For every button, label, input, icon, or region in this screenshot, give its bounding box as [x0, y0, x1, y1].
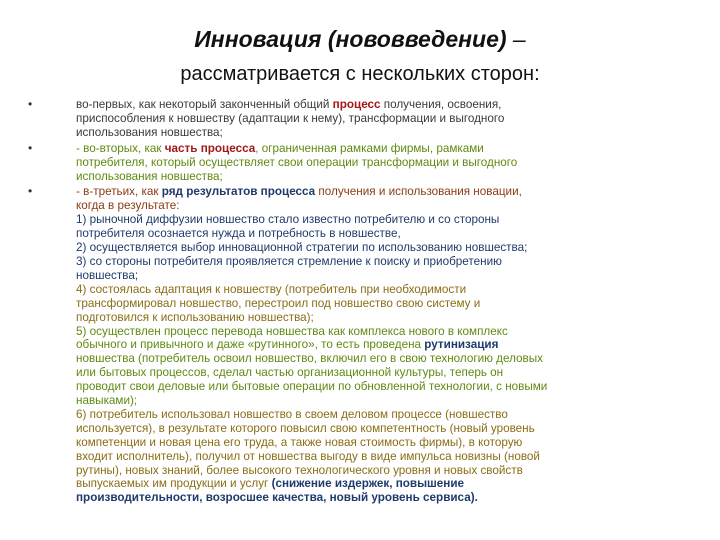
text-run: обычного и привычного и даже «рутинного», то есть проведена [76, 338, 425, 352]
bullet-marker: • [28, 184, 33, 199]
text-line [76, 185, 696, 199]
bullet-list [28, 98, 696, 507]
text-run: - во-вторых, как [76, 141, 165, 155]
bullet-item-1 [28, 98, 696, 140]
slide-subtitle: рассматривается с нескольких сторон: [180, 63, 540, 85]
title-main: Инновация (нововведение) [194, 26, 507, 52]
text-line [76, 142, 696, 156]
highlight-term: ряд результатов процесса [161, 185, 316, 199]
bullet-item-3 [28, 185, 696, 505]
text-line: входит исполнитель), получил от новшества выгоду в виде импульса новизны (новой [76, 449, 540, 463]
slide-title [0, 26, 720, 53]
highlight-term: процесс [332, 98, 381, 111]
text-line: используется), в результате которого повысил свою компетентность (новый уровень [76, 421, 535, 435]
text-line: производительности, возросшее качества, новый уровень сервиса). [76, 491, 478, 505]
text-run: - в-третьих, как [76, 185, 162, 199]
text-run: выпускаемых им продукции и услуг [76, 477, 272, 491]
text-line: использования новшества; [76, 125, 223, 139]
text-line: потребителя, который осуществляет свои операции трансформации и выгодного [76, 155, 518, 169]
text-line [76, 477, 696, 491]
text-line: потребителя осознается нужда и потребность в новшестве, [76, 227, 401, 241]
text-line: или бытовых процессов, сделал частью организационной культуры, теперь он [76, 366, 504, 380]
text-run: , ограниченная рамками фирмы, рамками [255, 141, 484, 155]
text-line: компетенции и новая цена его труда, а также новая стоимость фирмы), в которую [76, 435, 523, 449]
text-line: навыками); [76, 394, 138, 408]
text-line: приспособления к новшеству (адаптации к нему), трансформации и выгодного [76, 111, 505, 125]
bullet-marker: • [28, 97, 33, 111]
text-line: использования новшества; [76, 169, 223, 183]
highlight-term: (снижение издержек, повышение [271, 477, 465, 491]
bullet-item-2 [28, 142, 696, 184]
title-dash: – [506, 26, 526, 52]
text-line: когда в результате: [76, 199, 180, 213]
text-line: 5) осуществлен процесс перевода новшества как комплекса нового в комплекс [76, 324, 508, 338]
text-line [76, 98, 696, 112]
text-line: 4) состоялась адаптация к новшеству (потребитель при необходимости [76, 282, 467, 296]
highlight-term: рутинизация [424, 338, 499, 352]
highlight-term: часть процесса [164, 141, 256, 155]
text-line [76, 338, 696, 352]
text-line: 6) потребитель использовал новшество в своем деловом процессе (новшество [76, 407, 508, 421]
text-run: получения и использования новации, [315, 185, 522, 199]
text-line: 2) осуществляется выбор инновационной стратегии по использованию новшества; [76, 241, 528, 255]
text-run: получения, освоения, [380, 98, 502, 111]
text-line: трансформировал новшество, перестроил под новшество свою систему и [76, 296, 481, 310]
text-line: новшества; [76, 268, 139, 282]
text-line: 1) рыночной диффузии новшество стало известно потребителю и со стороны [76, 213, 500, 227]
text-line: новшества (потребитель освоил новшество, включил его в свою технологию деловых [76, 352, 543, 366]
text-run: во-первых, как некоторый законченный общий [76, 98, 333, 111]
text-line: подготовился к использованию новшества); [76, 310, 314, 324]
text-line: проводит свои деловые или бытовые операции по обновленной технологии, с новыми [76, 380, 548, 394]
text-line: 3) со стороны потребителя проявляется стремление к поиску и приобретению [76, 254, 502, 268]
bullet-marker: • [28, 140, 33, 155]
text-line: рутины), новых знаний, более высокого технологического уровня и новых свойств [76, 463, 523, 477]
